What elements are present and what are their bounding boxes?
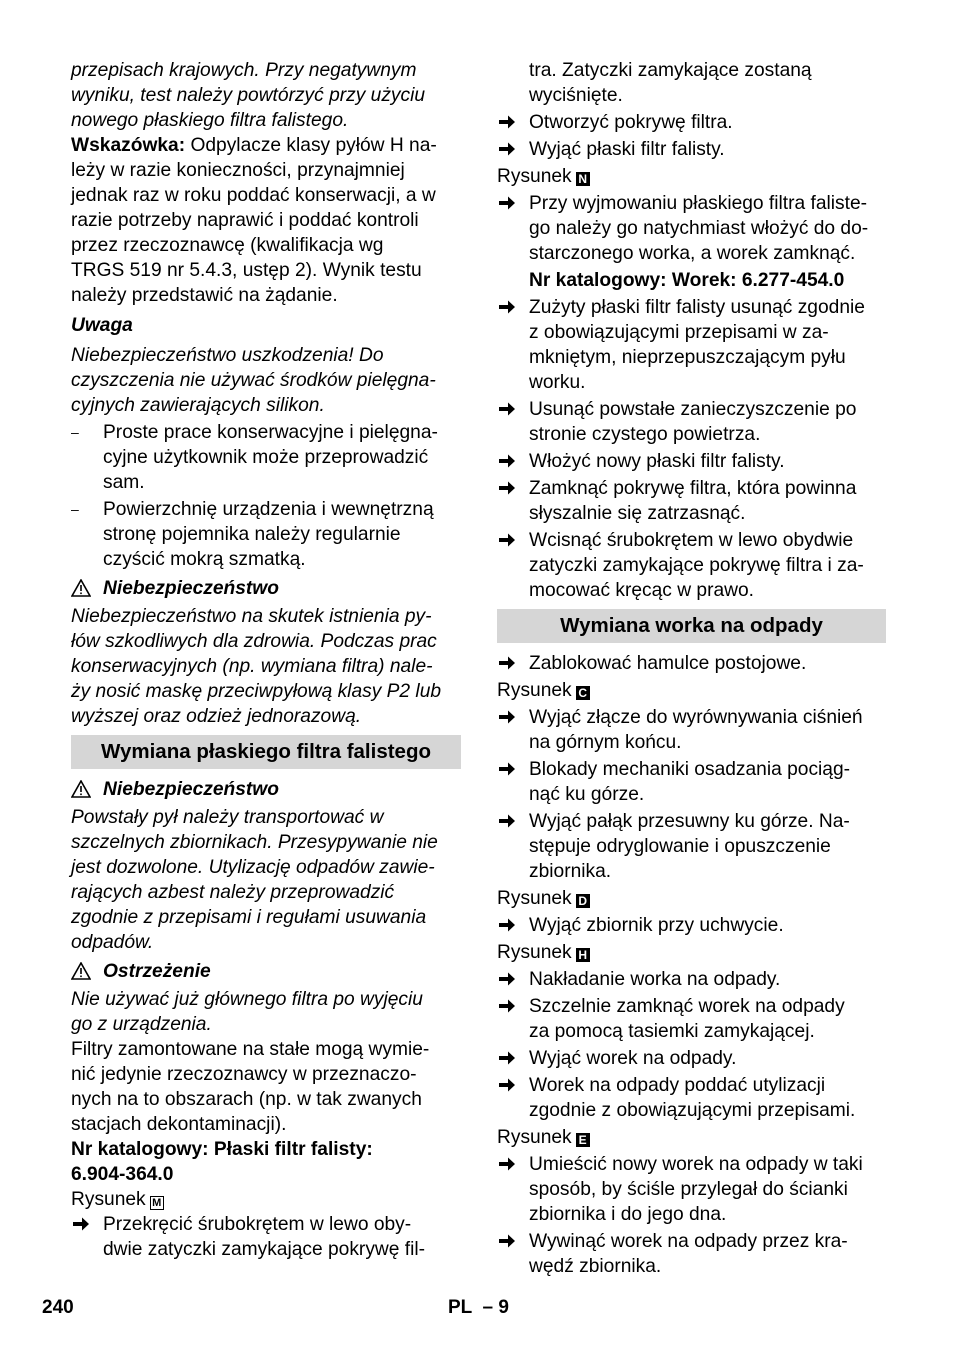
arrow-bullet-icon [497,757,517,782]
left-column [71,58,461,1262]
text-line: zgodnie z obowiązującymi przepisami. [529,1100,856,1121]
text-line: Umieścić nowy worek na odpady w taki [529,1154,863,1175]
arrow-bullet-icon [497,913,517,938]
text-line: Zamknąć pokrywę filtra, która powinna [529,478,857,499]
figure-letter-box: D [576,894,590,908]
text-line: Worek na odpady poddać utylizacji [529,1075,826,1096]
list-item [497,809,886,884]
list-item [497,1073,886,1123]
text-line: Wyjąć worek na odpady. [529,1048,737,1069]
text-line: Otworzyć pokrywę filtra. [529,112,733,133]
text-line: go należy go natychmiast włożyć do do- [529,218,869,239]
list-item [497,110,886,135]
text-line: go z urządzenia. [71,1014,212,1035]
figure-reference: Rysunek N [497,164,886,189]
arrow-bullet-icon [497,137,517,162]
arrow-bullet-icon [497,1073,517,1098]
text-line: 6.904-364.0 [71,1164,174,1185]
arrow-bullet-icon [497,809,517,834]
text-line: Nr katalogowy: Płaski filtr falisty: [71,1139,373,1160]
list-item [497,1152,886,1227]
text-line: Włożyć nowy płaski filtr falisty. [529,451,785,472]
arrow-bullet-icon [497,295,517,320]
arrow-bullet-icon [497,110,517,135]
text-line: Przy wyjmowaniu płaskiego filtra faliste- [529,193,868,214]
figure-letter-box: N [576,172,590,186]
text-line: łów szkodliwych dla zdrowia. Podczas prac [71,631,437,652]
text-line: zatyczki zamykające pokrywę filtra i za- [529,555,864,576]
arrow-bullet-icon [497,1152,517,1177]
list-item [497,1229,886,1279]
text-line: Wyjąć złącze do wyrównywania ciśnień [529,707,863,728]
list-item [497,913,886,938]
warning-title: Ostrzeżenie [103,961,211,982]
list-item [497,397,886,447]
figure-letter-box: C [576,686,590,700]
text-line: czyszczenia nie używać środków pielęgna- [71,370,436,391]
arrow-bullet-icon [497,191,517,216]
list-item [497,757,886,807]
dash-bullet: – [71,501,79,517]
dash-bullet: – [71,424,79,440]
text-line: sposób, by ściśle przylegał do ścianki [529,1179,848,1200]
list-item [497,137,886,162]
list-item [497,528,886,603]
text-line: Zużyty płaski filtr falisty usunąć zgodnie [529,297,865,318]
danger-text [71,604,461,729]
arrow-bullet-icon [497,476,517,501]
figure-reference: Rysunek D [497,886,886,911]
text-line: zgodnie z przepisami i regułami usuwania [71,907,427,928]
right-column [497,58,886,1279]
text-line: stronę pojemnika należy regularnie [103,524,401,545]
text-line: cyjne użytkownik może przeprowadzić [103,447,429,468]
danger-notice [71,576,461,604]
list-item [71,1212,461,1262]
text-line: konserwacyjnych (np. wymiana filtra) nale- [71,656,433,677]
section-heading: Wymiana płaskiego filtra falistego [71,735,461,769]
figure-letter-box: E [576,1133,590,1147]
text-line: Filtry zamontowane na stałe mogą wymie- [71,1039,430,1060]
list-item [497,967,886,992]
warning-text [71,987,461,1037]
text-line: Przekręcić śrubokrętem w lewo oby- [103,1214,412,1235]
text-line: za pomocą tasiemki zamykającej. [529,1021,815,1042]
list-item [497,476,886,526]
text-line: wyciśnięte. [529,85,623,106]
warning-triangle-icon [71,780,93,805]
list-item [497,994,886,1044]
text-line: Niebezpieczeństwo uszkodzenia! Do [71,345,384,366]
text-line: leży w razie konieczności, przynajmniej [71,160,405,181]
plain-paragraph [71,1037,461,1137]
text-line: worku. [529,372,586,393]
text-line: czyścić mokrą szmatką. [103,549,306,570]
text-line: rających azbest należy przeprowadzić [71,882,395,903]
arrow-bullet-icon [497,1229,517,1254]
text-line: ży nosić maskę przeciwpyłową klasy P2 lub [71,681,442,702]
continued-text [497,58,886,108]
text-line: przez rzeczoznawcę (kwalifikacja wg [71,235,384,256]
text-line: tra. Zatyczki zamykające zostaną [529,60,812,81]
text-line: nych na to obszarach (np. w tak zwanych [71,1089,422,1110]
list-item [497,191,886,293]
section-heading: Wymiana worka na odpady [497,609,886,643]
danger-text [71,805,461,955]
arrow-bullet-icon [497,528,517,553]
danger-notice [71,777,461,805]
language-page-label: PL – 9 [448,1297,509,1318]
text-line: cyjnych zawierających silikon. [71,395,325,416]
text-line: Wyjąć pałąk przesuwny ku górze. Na- [529,811,850,832]
figure-letter-box: H [576,948,590,962]
text-line: razie potrzeby naprawić i poddać kontroli [71,210,419,231]
text-line: nąć ku górze. [529,784,645,805]
warning-triangle-icon [71,579,93,604]
text-line: Nakładanie worka na odpady. [529,969,781,990]
figure-letter-box: M [150,1196,164,1210]
intro-paragraph [71,58,461,133]
caution-title: Uwaga [71,315,133,336]
text-line: należy przedstawić na żądanie. [71,285,338,306]
text-line: nowego płaskiego filtra falistego. [71,110,349,131]
warning-triangle-icon [71,962,93,987]
figure-reference: Rysunek H [497,940,886,965]
figure-reference: Rysunek C [497,678,886,703]
text-line: Niebezpieczeństwo na skutek istnienia py- [71,606,432,627]
text-line: nić jedynie rzeczoznawcy w przeznaczo- [71,1064,417,1085]
arrow-bullet-icon [497,994,517,1019]
arrow-bullet-icon [71,1212,91,1237]
arrow-bullet-icon [497,651,517,676]
figure-reference: Rysunek M [71,1187,461,1212]
list-item [497,449,886,474]
text-line: przepisach krajowych. Przy negatywnym [71,60,417,81]
page-number: 240 [42,1297,74,1318]
text-line: Proste prace konserwacyjne i pielęgna- [103,422,438,443]
list-item [497,1046,886,1071]
text-line: Wywinąć worek na odpady przez kra- [529,1231,848,1252]
text-line: Powierzchnię urządzenia i wewnętrzną [103,499,434,520]
text-line: wędź zbiornika. [529,1256,662,1277]
caution-text [71,343,461,418]
text-line: Nie używać już głównego filtra po wyjęciu [71,989,423,1010]
list-item [497,651,886,676]
list-item [71,420,461,495]
figure-reference: Rysunek E [497,1125,886,1150]
text-line: jest dozwolone. Utylizację odpadów zawie- [71,857,435,878]
list-item [497,295,886,395]
text-line: dwie zatyczki zamykające pokrywę fil- [103,1239,426,1260]
text-line: na górnym końcu. [529,732,682,753]
text-line: stacjach dekontaminacji). [71,1114,287,1135]
arrow-bullet-icon [497,449,517,474]
text-line: wyniku, test należy powtórzyć przy użyciu [71,85,426,106]
arrow-bullet-icon [497,705,517,730]
text-line: zbiornika i do jego dna. [529,1204,727,1225]
arrow-bullet-icon [497,397,517,422]
text-line: Odpylacze klasy pyłów H na- [185,135,437,156]
text-line: sam. [103,472,145,493]
danger-title: Niebezpieczeństwo [103,578,279,599]
warning-notice [71,959,461,987]
text-line: odpadów. [71,932,154,953]
note-paragraph [71,133,461,308]
arrow-bullet-icon [497,967,517,992]
text-line: słyszalnie się zatrzasnąć. [529,503,746,524]
catalog-number [71,1137,461,1187]
text-line: wyższej oraz odzież jednorazową. [71,706,362,727]
text-line: szczelnych zbiornikach. Przesypywanie nie [71,832,438,853]
text-line: Wyjąć zbiornik przy uchwycie. [529,915,784,936]
danger-title: Niebezpieczeństwo [103,779,279,800]
note-label: Wskazówka: [71,135,186,156]
text-line: stępuje odryglowanie i opuszczenie [529,836,831,857]
text-line: TRGS 519 nr 5.4.3, ustęp 2). Wynik testu [71,260,422,281]
text-line: zbiornika. [529,861,612,882]
text-line: jednak raz w roku poddać konserwacji, a w [71,185,436,206]
text-line: z obowiązującymi przepisami w za- [529,322,829,343]
arrow-bullet-icon [497,1046,517,1071]
text-line: mocować kręcąc w prawo. [529,580,754,601]
text-line: Powstały pył należy transportować w [71,807,384,828]
text-line: Wcisnąć śrubokrętem w lewo obydwie [529,530,854,551]
text-line: Wyjąć płaski filtr falisty. [529,139,725,160]
text-line: Szczelnie zamknąć worek na odpady [529,996,845,1017]
text-line: Zablokować hamulce postojowe. [529,653,807,674]
list-item [71,497,461,572]
text-line: Usunąć powstałe zanieczyszczenie po [529,399,857,420]
text-line: stronie czystego powietrza. [529,424,761,445]
list-item [497,705,886,755]
text-line: mkniętym, nieprzepuszczającym pyłu [529,347,846,368]
text-line: Blokady mechaniki osadzania pociąg- [529,759,851,780]
catalog-number: Nr katalogowy: Worek: 6.277-454.0 [529,270,845,291]
text-line: starczonego worka, a worek zamknąć. [529,243,856,264]
